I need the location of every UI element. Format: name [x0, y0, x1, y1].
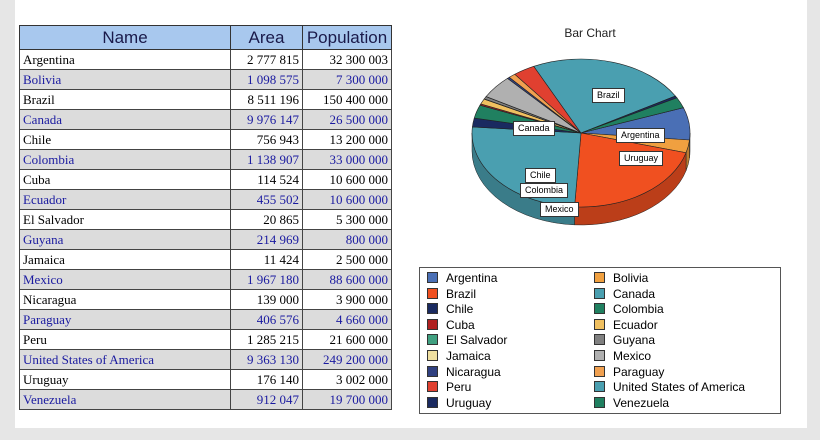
legend-swatch — [594, 397, 605, 408]
cell-area: 139 000 — [231, 290, 303, 310]
legend-item-jamaica[interactable] — [427, 349, 491, 364]
cell-name: Uruguay — [20, 370, 231, 390]
cell-name: Jamaica — [20, 250, 231, 270]
legend-swatch — [427, 350, 438, 361]
legend-label: Argentina — [446, 271, 498, 285]
table-row[interactable] — [20, 170, 392, 190]
legend-swatch — [427, 272, 438, 283]
cell-population: 7 300 000 — [303, 70, 392, 90]
legend-swatch — [594, 272, 605, 283]
legend-label: Venezuela — [613, 395, 670, 410]
legend-swatch — [594, 366, 605, 377]
legend-swatch — [427, 334, 438, 345]
table-row[interactable] — [20, 190, 392, 210]
table-row[interactable] — [20, 50, 392, 70]
legend-item-paraguay[interactable] — [594, 365, 664, 380]
cell-area: 114 524 — [231, 170, 303, 190]
table-row[interactable] — [20, 150, 392, 170]
legend-item-ecuador[interactable] — [594, 318, 658, 333]
pie-label-brazil: Brazil — [592, 88, 625, 103]
cell-name: Bolivia — [20, 70, 231, 90]
table-row[interactable] — [20, 330, 392, 350]
cell-area: 11 424 — [231, 250, 303, 270]
cell-name: Brazil — [20, 90, 231, 110]
cell-name: Guyana — [20, 230, 231, 250]
legend-label: Canada — [613, 286, 656, 301]
legend-label: Bolivia — [613, 271, 649, 285]
pie-label-mexico: Mexico — [540, 202, 579, 217]
legend-item-argentina[interactable] — [427, 271, 497, 286]
table-row[interactable] — [20, 390, 392, 410]
legend-label: Brazil — [446, 286, 477, 301]
legend-item-el-salvador[interactable] — [427, 333, 507, 348]
cell-population: 21 600 000 — [303, 330, 392, 350]
legend-swatch — [594, 319, 605, 330]
table-row[interactable] — [20, 270, 392, 290]
legend-label: Uruguay — [446, 395, 492, 410]
legend-item-venezuela[interactable] — [594, 396, 669, 411]
chart-legend — [419, 267, 781, 414]
cell-area: 1 967 180 — [231, 270, 303, 290]
pie-chart — [470, 45, 705, 250]
cell-area: 1 285 215 — [231, 330, 303, 350]
pie-label-canada: Canada — [513, 121, 555, 136]
cell-population: 19 700 000 — [303, 390, 392, 410]
legend-item-united-states-of-america[interactable] — [594, 380, 745, 395]
column-header-area[interactable]: Area — [231, 26, 303, 50]
legend-swatch — [594, 381, 605, 392]
cell-name: Argentina — [20, 50, 231, 70]
table-row[interactable] — [20, 310, 392, 330]
table-row[interactable] — [20, 350, 392, 370]
legend-item-brazil[interactable] — [427, 287, 476, 302]
table-row[interactable] — [20, 290, 392, 310]
cell-name: United States of America — [20, 350, 231, 370]
legend-item-bolivia[interactable] — [594, 271, 648, 286]
legend-swatch — [427, 319, 438, 330]
legend-label: Colombia — [613, 302, 664, 317]
cell-name: Mexico — [20, 270, 231, 290]
cell-name: Canada — [20, 110, 231, 130]
legend-item-guyana[interactable] — [594, 333, 655, 348]
legend-item-nicaragua[interactable] — [427, 365, 501, 380]
legend-swatch — [594, 334, 605, 345]
pie-label-uruguay: Uruguay — [619, 151, 663, 166]
cell-population: 4 660 000 — [303, 310, 392, 330]
legend-label: Paraguay — [613, 364, 665, 379]
cell-name: Chile — [20, 130, 231, 150]
cell-area: 9 363 130 — [231, 350, 303, 370]
table-row[interactable] — [20, 110, 392, 130]
legend-item-colombia[interactable] — [594, 302, 664, 317]
cell-area: 406 576 — [231, 310, 303, 330]
cell-population: 10 600 000 — [303, 170, 392, 190]
cell-population: 88 600 000 — [303, 270, 392, 290]
cell-population: 5 300 000 — [303, 210, 392, 230]
cell-population: 150 400 000 — [303, 90, 392, 110]
legend-swatch — [594, 303, 605, 314]
table-row[interactable] — [20, 230, 392, 250]
cell-name: Ecuador — [20, 190, 231, 210]
legend-item-chile[interactable] — [427, 302, 473, 317]
legend-label: Jamaica — [446, 349, 491, 363]
cell-population: 13 200 000 — [303, 130, 392, 150]
cell-area: 756 943 — [231, 130, 303, 150]
column-header-name[interactable]: Name — [20, 26, 231, 50]
pie-label-chile: Chile — [525, 168, 556, 183]
table-row[interactable] — [20, 250, 392, 270]
legend-swatch — [427, 303, 438, 314]
table-row[interactable] — [20, 90, 392, 110]
legend-swatch — [427, 381, 438, 392]
table-row[interactable] — [20, 130, 392, 150]
legend-swatch — [427, 397, 438, 408]
cell-area: 912 047 — [231, 390, 303, 410]
cell-area: 214 969 — [231, 230, 303, 250]
legend-label: Guyana — [613, 333, 656, 348]
pie-label-argentina: Argentina — [616, 128, 665, 143]
cell-population: 249 200 000 — [303, 350, 392, 370]
legend-label: Nicaragua — [446, 364, 501, 379]
legend-swatch — [427, 288, 438, 299]
cell-area: 1 138 907 — [231, 150, 303, 170]
legend-label: Peru — [446, 380, 472, 395]
cell-area: 9 976 147 — [231, 110, 303, 130]
legend-item-peru[interactable] — [427, 380, 471, 395]
cell-name: El Salvador — [20, 210, 231, 230]
legend-swatch — [427, 366, 438, 377]
chart-title: Bar Chart — [564, 26, 616, 40]
table-row[interactable] — [20, 210, 392, 230]
legend-item-uruguay[interactable] — [427, 396, 491, 411]
table-row[interactable] — [20, 70, 392, 90]
legend-swatch — [594, 350, 605, 361]
legend-label: Chile — [446, 302, 474, 317]
cell-name: Paraguay — [20, 310, 231, 330]
legend-label: Cuba — [446, 317, 475, 332]
pie-label-colombia: Colombia — [520, 183, 568, 198]
cell-area: 455 502 — [231, 190, 303, 210]
cell-name: Colombia — [20, 150, 231, 170]
cell-name: Peru — [20, 330, 231, 350]
legend-item-canada[interactable] — [594, 287, 655, 302]
cell-area: 2 777 815 — [231, 50, 303, 70]
legend-label: United States of America — [613, 380, 746, 395]
cell-population: 33 000 000 — [303, 150, 392, 170]
cell-population: 800 000 — [303, 230, 392, 250]
cell-name: Nicaragua — [20, 290, 231, 310]
legend-item-cuba[interactable] — [427, 318, 475, 333]
countries-table — [19, 25, 392, 410]
legend-label: Mexico — [613, 349, 652, 363]
cell-population: 3 900 000 — [303, 290, 392, 310]
cell-name: Venezuela — [20, 390, 231, 410]
table-header-row — [20, 26, 392, 50]
cell-population: 3 002 000 — [303, 370, 392, 390]
cell-population: 32 300 003 — [303, 50, 392, 70]
cell-name: Cuba — [20, 170, 231, 190]
legend-item-mexico[interactable] — [594, 349, 651, 364]
legend-label: Ecuador — [613, 317, 658, 332]
cell-population: 26 500 000 — [303, 110, 392, 130]
legend-label: El Salvador — [446, 333, 508, 348]
cell-area: 176 140 — [231, 370, 303, 390]
cell-population: 2 500 000 — [303, 250, 392, 270]
legend-swatch — [594, 288, 605, 299]
cell-area: 1 098 575 — [231, 70, 303, 90]
cell-area: 8 511 196 — [231, 90, 303, 110]
table-row[interactable] — [20, 370, 392, 390]
cell-area: 20 865 — [231, 210, 303, 230]
column-header-population[interactable]: Population — [303, 26, 392, 50]
cell-population: 10 600 000 — [303, 190, 392, 210]
